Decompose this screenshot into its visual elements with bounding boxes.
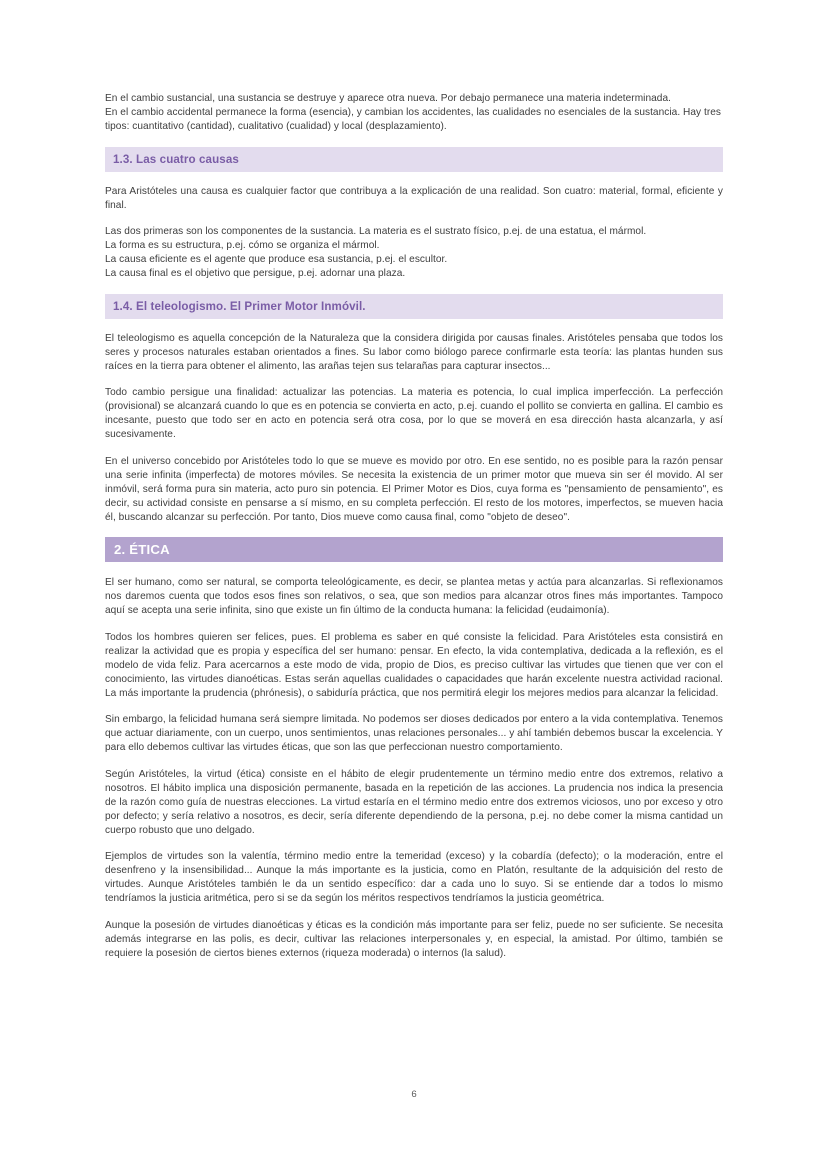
heading-2-etica: 2. ÉTICA (105, 537, 723, 562)
paragraph-etica-2: Todos los hombres quieren ser felices, pues. El problema es saber en qué consiste la felicidad. Para Aristóteles esta consistirá en realizar la actividad que es propia y específica del ser humano: pensar. En efecto, la vida contemplativa, dedicada a la reflexión, es el modelo de vida feliz. Para acercarnos a este modo de vida, propio de Dios, es preciso cultivar las virtudes que tienen que ver con el conocimiento, las virtudes dianoéticas. Estas serán aquellas cualidades o capacidades que harán excelente nuestra actividad racional. La más importante la prudencia (phrónesis), o sabiduría práctica, que nos permitirá elegir los mejores medios para alcanzar la felicidad. (105, 631, 723, 699)
paragraph-etica-5: Ejemplos de virtudes son la valentía, término medio entre la temeridad (exceso) y la cobardía (defecto); o la moderación, entre el desenfreno y la insensibilidad... Aunque la más importante es la justicia, como en Platón, resultante de la adquisición del resto de virtudes. Aunque Aristóteles también le da un sentido específico: dar a cada uno lo suyo. Si se entiende dar a todos lo mismo tendríamos la justicia aritmética, pero si se da según los méritos respectivos tendríamos la justicia geométrica. (105, 851, 723, 905)
paragraph-etica-4: Según Aristóteles, la virtud (ética) consiste en el hábito de elegir prudentemente un término medio entre dos extremos, relativo a nosotros. El hábito implica una disposición permanente, basada en la repetición de las acciones. La prudencia nos indica la presencia de la razón como guía de nuestras elecciones. La virtud estaría en el término medio entre dos extremos viciosos, uno por exceso y otro por defecto; y sería relativo a nosotros, es decir, sería diferente dependiendo de la persona, p.ej. no debe comer la misma cantidad un cuerpo robusto que uno delgado. (105, 768, 723, 836)
paragraph-etica-6: Aunque la posesión de virtudes dianoéticas y éticas es la condición más importante para ser feliz, puede no ser suficiente. Se necesita además integrarse en las polis, es decir, cultivar las relaciones interpersonales y, en especial, la amistad. Por último, también se requiere la posesión de ciertos bienes externos (riqueza moderada) o internos (la salud). (105, 919, 723, 959)
paragraph-intro-line-2: En el cambio accidental permanece la forma (esencia), y cambian los accidentes, las cualidades no esenciales de la sustancia. Hay tres tipos: cuantitativo (cantidad), cualitativo (cualidad) y local (desplazamiento). (105, 107, 722, 132)
heading-1-4: 1.4. El teleologismo. El Primer Motor Inmóvil. (105, 294, 723, 319)
causas-line-2: La forma es su estructura, p.ej. cómo se organiza el mármol. (105, 240, 380, 252)
paragraph-causas-1: Para Aristóteles una causa es cualquier factor que contribuya a la explicación de una realidad. Son cuatro: material, formal, eficiente y final. (105, 185, 723, 211)
paragraph-intro-line-1: En el cambio sustancial, una sustancia se destruye y aparece otra nueva. Por debajo permanece una materia indeterminada. (105, 93, 671, 104)
paragraph-teleologismo-3: En el universo concebido por Aristóteles todo lo que se mueve es movido por otro. En ese sentido, no es posible para la razón pensar una serie infinita (imperfecta) de motores móviles. Se necesita la existencia de un primer motor que mueva sin ser él movido. Al ser inmóvil, será forma pura sin materia, acto puro sin potencia. El Primer Motor es Dios, cuya forma es "pensamiento de pensamiento", es decir, su actividad consiste en pensarse a sí mismo, en su completa perfección. El resto de los motores, imperfectos, se mueven hacia él, buscando alcanzar su perfección. Por tanto, Dios mueve como causa final, como "objeto de deseo". (105, 455, 723, 523)
paragraph-etica-3: Sin embargo, la felicidad humana será siempre limitada. No podemos ser dioses dedicados por entero a la vida contemplativa. Tenemos que actuar diariamente, con un cuerpo, unos sentimientos, unas relaciones personales... y ahí también debemos buscar la excelencia. Y para ello debemos cultivar las virtudes éticas, que son las que perfeccionan nuestro comportamiento. (105, 714, 723, 754)
paragraph-intro (105, 92, 723, 134)
paragraph-etica-1: El ser humano, como ser natural, se comporta teleológicamente, es decir, se plantea metas y actúa para alcanzarlas. Si reflexionamos nos daremos cuenta que todos esos fines son relativos, o sea, que son medios para alcanzar otros fines más importantes. Tampoco aquí se acepta una serie infinita, sino que existe un fin último de la conducta humana: la felicidad (eudaimonía). (105, 577, 723, 617)
heading-1-3: 1.3. Las cuatro causas (105, 147, 723, 172)
causas-line-1: Las dos primeras son los componentes de la sustancia. La materia es el sustrato físico, p.ej. de una estatua, el mármol. (105, 226, 647, 238)
causas-line-3: La causa eficiente es el agente que produce esa sustancia, p.ej. el escultor. (105, 254, 448, 266)
paragraph-teleologismo-1: El teleologismo es aquella concepción de la Naturaleza que la considera dirigida por causas finales. Aristóteles pensaba que todos los seres y procesos naturales estaban orientados a fines. Su labor como biólogo parece confirmarle esta teoría: las plantas hunden sus raíces en la tierra para obtener el alimento, las arañas tejen sus telarañas para capturar insectos... (105, 332, 723, 372)
causas-line-4: La causa final es el objetivo que persigue, p.ej. adornar una plaza. (105, 268, 406, 280)
page-number: 6 (411, 1089, 417, 1100)
paragraph-causas-list (105, 225, 723, 281)
page-content (105, 92, 723, 973)
paragraph-teleologismo-2: Todo cambio persigue una finalidad: actualizar las potencias. La materia es potencia, lo cual implica imperfección. La perfección (provisional) se alcanzará cuando lo que es en potencia se convierta en acto, p.ej. cuando el pollito se convierta en gallina. El cambio es incesante, puesto que todo ser en acto en potencia será otra cosa, por lo que se moverá en esa dirección hasta alcanzarla, y así sucesivamente. (105, 387, 723, 441)
